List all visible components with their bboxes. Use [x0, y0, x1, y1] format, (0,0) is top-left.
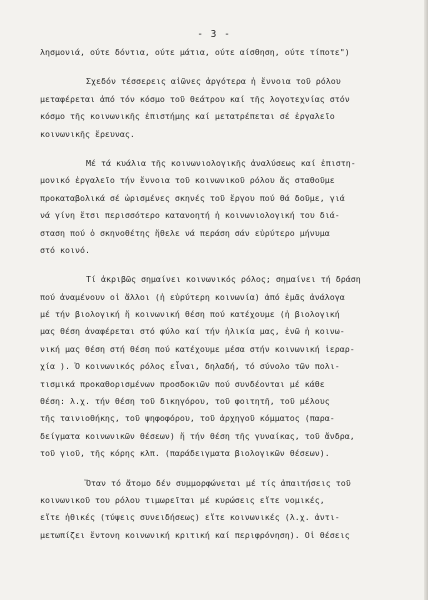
text-line: Ὅταν τό ἄτομο δέν συμμορφώνεται μέ τίς ἀπαιτήσεις τοῦ	[86, 477, 351, 488]
text-line: μετωπίζει ἔντονη κοινωνική κριτική καί περιφρόνηση). Οἱ θέσεις	[40, 529, 350, 540]
text-line: Σχεδόν τέσσερεις αἰῶνες ἀργότερα ἡ ἔννοια τοῦ ρόλου	[86, 76, 341, 87]
text-line: χία ). Ὁ κοινωνικός ρόλος εἶναι, δηλαδή, τό σύνολο τῶν πολι-	[40, 361, 340, 372]
text-line: Τί ἀκριβῶς σημαίνει κοινωνικός ρόλος; σημαίνει τή δράση	[86, 274, 361, 285]
text-line: μεταφέρεται ἀπό τόν κόσμο τοῦ θεάτρου καί τῆς λογοτεχνίας στόν	[40, 93, 350, 104]
text-line: νική μας θέση στή θέση πού κατέχουμε μέσα στήν κοινωνική ἱεραρ-	[40, 343, 355, 354]
text-line: στό κοινό.	[40, 244, 90, 255]
text-line: τῆς ταινιοθήκης, τοῦ ψηφοφόρου, τοῦ ἀρχηγοῦ κόμματος (παρα-	[40, 413, 335, 424]
text-line: λησμονιά, ούτε δόντια, ούτε μάτια, ούτε αίσθηση, ούτε τίποτε")	[40, 47, 350, 57]
page-edge-shadow	[424, 0, 428, 600]
text-line: τισμικά προκαθορισμένων προσδοκιῶν πού συνδέονται μέ κάθε	[40, 378, 325, 389]
text-line: κόσμο τῆς κοινωνικῆς ἐπιστήμης καί μετατρέπεται σέ ἐργαλεῖο	[40, 111, 335, 122]
text-line: κοινωνικοῦ του ρόλου τιμωρεῖται μέ κυρώσεις εἴτε νομικές,	[40, 494, 325, 505]
text-line: Μέ τά κυάλια τῆς κοινωνιολογικῆς ἀναλύσεως καί ἐπιστη-	[86, 157, 356, 168]
text-line: μονικό ἐργαλεῖο τήν ἔννοια τοῦ κοινωνικοῦ ρόλου ἄς σταθοῦμε	[40, 175, 335, 186]
text-line: θέση: λ.χ. τήν θέση τοῦ δικηγόρου, τοῦ φοιτητῆ, τοῦ μέλους	[40, 396, 330, 407]
text-line: κοινωνικῆς ἔρευνας.	[40, 128, 135, 139]
text-line: νά γίνη ἔτσι περισσότερο κατανοητή ἡ κοινωνιολογική του διά-	[40, 210, 340, 221]
text-line: τοῦ γιοῦ, τῆς κόρης κλπ. (παράδειγματα βιολογικῶν θέσεων).	[40, 448, 330, 459]
page-number: - 3 -	[197, 29, 231, 40]
body-text	[40, 44, 412, 544]
text-line: πού ἀναμένουν οἱ ἄλλοι (ἡ εὐρύτερη κοινωνία) ἀπό ἐμᾶς ἀνάλογα	[40, 291, 345, 302]
text-line: μας θέση ἀναφέρεται στό φύλο καί τήν ἡλικία μας, ἐνῶ ἡ κοινω-	[40, 326, 345, 337]
text-line: μέ τήν βιολογική ἤ κοινωνική θέση πού κατέχουμε (ἡ βιολογική	[40, 309, 340, 320]
text-line: εἴτε ἠθικές (τύψεις συνειδήσεως) εἴτε κοινωνικές (λ.χ. ἀντι-	[40, 512, 340, 523]
text-line: δείγματα κοινωνικῶν θέσεων) ἤ τήν θέση τῆς γυναίκας, τοῦ ἄνδρα,	[40, 430, 355, 441]
text-line: σταση πού ὁ σκηνοθέτης ἤθελε νά περάση σάν εὐρύτερο μήνυμα	[40, 227, 330, 238]
text-line: προκαταβολικά σέ ὡρισμένες σκηνές τοῦ ἔργου πού θά δοῦμε, γιά	[40, 192, 345, 203]
